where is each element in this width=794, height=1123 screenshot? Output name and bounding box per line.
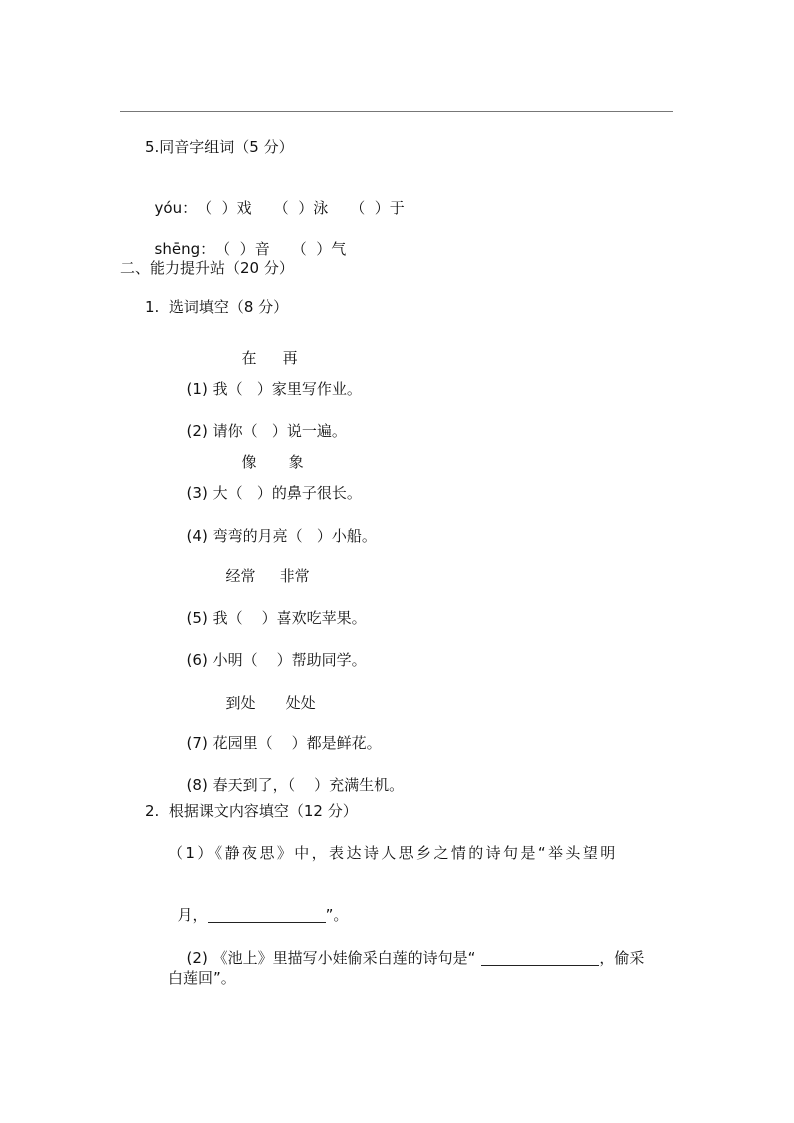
q1-item-number: (7) — [186, 734, 208, 752]
q5-you-word-3: 于 — [389, 199, 405, 217]
q2-item1-blank[interactable] — [208, 908, 326, 923]
q1-item-pre: 我（ — [212, 609, 243, 627]
q5-sheng-word-2: 气 — [331, 240, 347, 258]
q2-item2-blank[interactable] — [481, 951, 599, 966]
q1-item-pre: 我（ — [212, 380, 243, 398]
q1-item-number: (8) — [186, 776, 208, 794]
q1-item-number: (5) — [186, 609, 208, 627]
q1-item-blank[interactable] — [243, 609, 262, 627]
q1-item-6 — [177, 630, 367, 670]
q5-sheng-blank-1[interactable]: （ ） — [215, 240, 255, 258]
q1-item-number: (2) — [186, 422, 208, 440]
q2-item2-line2: 白莲回”。 — [168, 969, 236, 987]
q1-option-word: 象 — [288, 453, 304, 471]
q1-item-pre: 大（ — [212, 484, 243, 502]
q1-item-pre: 花园里（ — [212, 734, 273, 752]
q1-item-1 — [177, 359, 362, 399]
q2-item2-pre: (2) 《池上》里描写小娃偷采白莲的诗句是“ — [186, 949, 476, 967]
q1-item-number: (6) — [186, 651, 208, 669]
q1-option-word: 在 — [241, 349, 257, 367]
q5-you-word-1: 戏 — [236, 199, 252, 217]
q1-item-blank[interactable] — [243, 484, 257, 502]
q1-item-pre: 弯弯的月亮（ — [212, 527, 303, 545]
q1-item-5 — [177, 588, 367, 628]
q5-you-word-2: 泳 — [313, 199, 329, 217]
q1-item-blank[interactable] — [303, 527, 317, 545]
q2-title: 2. 根据课文内容填空（12 分） — [145, 802, 358, 820]
q2-item1-line2 — [168, 885, 348, 925]
q1-item-post: ）家里写作业。 — [256, 380, 362, 398]
q1-item-blank[interactable] — [295, 776, 314, 794]
q5-title: 5.同音字组词（5 分） — [145, 138, 294, 156]
q1-item-post: ）帮助同学。 — [276, 651, 367, 669]
q1-item-post: ）小船。 — [316, 527, 377, 545]
q5-you-blank-1[interactable]: （ ） — [197, 199, 237, 217]
q1-option-word: 再 — [282, 349, 298, 367]
q1-item-7 — [177, 713, 382, 753]
q1-title: 1. 选词填空（8 分） — [145, 298, 289, 316]
q1-item-3 — [177, 463, 362, 503]
q1-option-word: 到处 — [225, 694, 256, 712]
q1-item-blank[interactable] — [258, 651, 277, 669]
q2-item1-post: ”。 — [325, 906, 349, 924]
q1-option-word: 像 — [241, 453, 257, 471]
q1-item-pre: 小明（ — [212, 651, 258, 669]
q1-item-pre: 春天到了，（ — [212, 776, 296, 794]
q5-you-label: yóu： — [154, 199, 198, 217]
q1-item-number: (1) — [186, 380, 208, 398]
q1-item-post: ）充满生机。 — [314, 776, 405, 794]
q2-item1-pre: 月， — [177, 906, 208, 924]
q5-sheng-word-1: 音 — [254, 240, 270, 258]
q5-you-blank-3[interactable]: （ ） — [350, 199, 390, 217]
section2-title: 二、能力提升站（20 分） — [120, 259, 294, 277]
q2-item2-line1 — [177, 928, 644, 968]
q1-item-post: ）的鼻子很长。 — [256, 484, 362, 502]
q1-item-blank[interactable] — [273, 734, 292, 752]
q1-item-post: ）都是鲜花。 — [291, 734, 382, 752]
q1-option-word: 经常 — [225, 567, 256, 585]
q1-word-options-4 — [216, 673, 316, 713]
q1-item-number: (4) — [186, 527, 208, 545]
q1-item-post: ）说一遍。 — [271, 422, 347, 440]
q1-item-8 — [177, 755, 404, 795]
q2-item1-line1: （1）《静夜思》中，表达诗人思乡之情的诗句是“举头望明 — [168, 844, 618, 862]
q5-sheng-row — [145, 219, 346, 259]
q5-sheng-label: shēng： — [154, 240, 216, 258]
q1-item-number: (3) — [186, 484, 208, 502]
q2-item2-post: ，偷采 — [599, 949, 645, 967]
q5-you-row — [145, 178, 405, 218]
q1-item-4 — [177, 506, 377, 546]
q5-you-blank-2[interactable]: （ ） — [273, 199, 314, 217]
header-rule — [120, 111, 673, 112]
q1-item-blank[interactable] — [243, 380, 257, 398]
q1-option-word: 处处 — [285, 694, 316, 712]
q1-item-pre: 请你（ — [212, 422, 258, 440]
q1-word-options-3 — [216, 546, 310, 586]
q1-item-post: ）喜欢吃苹果。 — [261, 609, 367, 627]
q1-option-word: 非常 — [279, 567, 310, 585]
q5-sheng-blank-2[interactable]: （ ） — [291, 240, 332, 258]
